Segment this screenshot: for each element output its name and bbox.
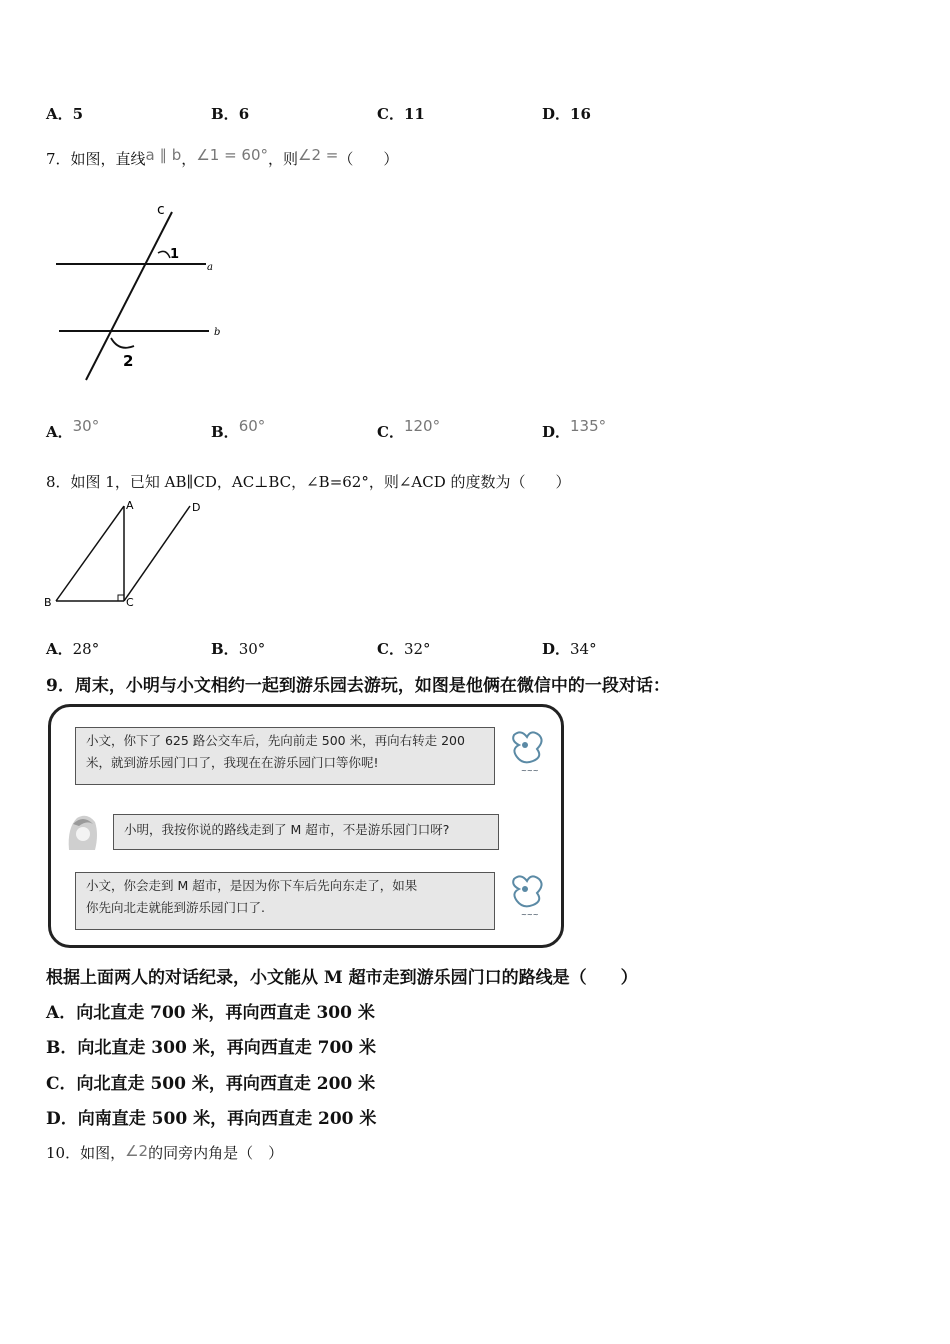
svg-text:~~~: ~~~ — [521, 911, 539, 919]
chat-bubble-3-line-2: 你先向北走就能到游乐园门口了. — [86, 900, 265, 915]
label-b: b — [214, 327, 221, 338]
q9-option-a: A．向北直走 700 米，再向西直走 300 米 — [46, 1003, 375, 1023]
q7-option-a: A．30° — [46, 417, 100, 441]
q9-stem: 9．周末，小明与小文相约一起到游乐园去游玩，如图是他俩在微信中的一段对话： — [46, 676, 670, 696]
xiaoming-avatar-icon — [509, 871, 549, 919]
q7-option-c: C．120° — [377, 417, 441, 441]
q8-stem: 8．如图 1，已知 AB∥CD，AC⊥BC，∠B=62°，则∠ACD 的度数为（ ） — [46, 473, 571, 491]
q10-stem: 10．如图，∠2的同旁内角是（ ） — [46, 1142, 284, 1162]
chat-bubble-3-line-1: 小文，你会走到 M 超市，是因为你下车后先向东走了，如果 — [86, 878, 418, 893]
q8-triangle-figure — [40, 498, 210, 610]
q6-option-b: B．6 — [211, 105, 250, 123]
q7-stem: 7．如图，直线a ∥ b，∠1 = 60°，则∠2 =（ ） — [46, 146, 399, 168]
wechat-conversation — [48, 704, 564, 948]
label-d: D — [192, 501, 201, 514]
q9-option-b: B．向北直走 300 米，再向西直走 700 米 — [46, 1038, 377, 1058]
q6-option-c: C．11 — [377, 105, 425, 123]
label-b: B — [44, 596, 52, 609]
label-2: 2 — [123, 352, 134, 370]
xiaowen-avatar-icon — [63, 810, 101, 852]
chat-bubble-1 — [75, 727, 495, 785]
chat-bubble-2: 小明，我按你说的路线走到了 M 超市，不是游乐园门口呀? — [113, 814, 499, 850]
label-c: c — [157, 202, 165, 218]
svg-text:~~~: ~~~ — [521, 767, 539, 775]
chat-bubble-3 — [75, 872, 495, 930]
q8-option-c: C．32° — [377, 640, 431, 658]
q9-option-c: C．向北直走 500 米，再向西直走 200 米 — [46, 1074, 376, 1094]
q7-option-d: D．135° — [542, 417, 607, 441]
q7-option-b: B．60° — [211, 417, 266, 441]
q6-option-d: D．16 — [542, 105, 591, 123]
label-c: C — [126, 596, 134, 609]
segment-ab — [56, 506, 124, 601]
xiaoming-avatar-icon — [509, 727, 549, 775]
q8-option-a: A．28° — [46, 640, 100, 658]
angle-1-arc — [158, 251, 170, 258]
q8-option-b: B．30° — [211, 640, 266, 658]
q6-option-a: A．5 — [46, 105, 84, 123]
angle-2-arc — [111, 338, 134, 348]
q9-option-d: D．向南直走 500 米，再向西直走 200 米 — [46, 1109, 377, 1129]
q9-question: 根据上面两人的对话纪录，小文能从 M 超市走到游乐园门口的路线是（ ） — [46, 968, 638, 988]
q7-parallel-lines-figure — [44, 200, 224, 385]
label-a: a — [207, 262, 213, 273]
q8-option-d: D．34° — [542, 640, 597, 658]
label-1: 1 — [170, 247, 180, 262]
right-angle-mark — [118, 595, 124, 601]
segment-cd — [124, 506, 190, 601]
chat-bubble-1-line-1: 小文，你下了 625 路公交车后，先向前走 500 米，再向右转走 200 — [86, 733, 465, 748]
label-a: A — [126, 499, 134, 512]
chat-bubble-1-line-2: 米，就到游乐园门口了，我现在在游乐园门口等你呢! — [86, 755, 379, 770]
